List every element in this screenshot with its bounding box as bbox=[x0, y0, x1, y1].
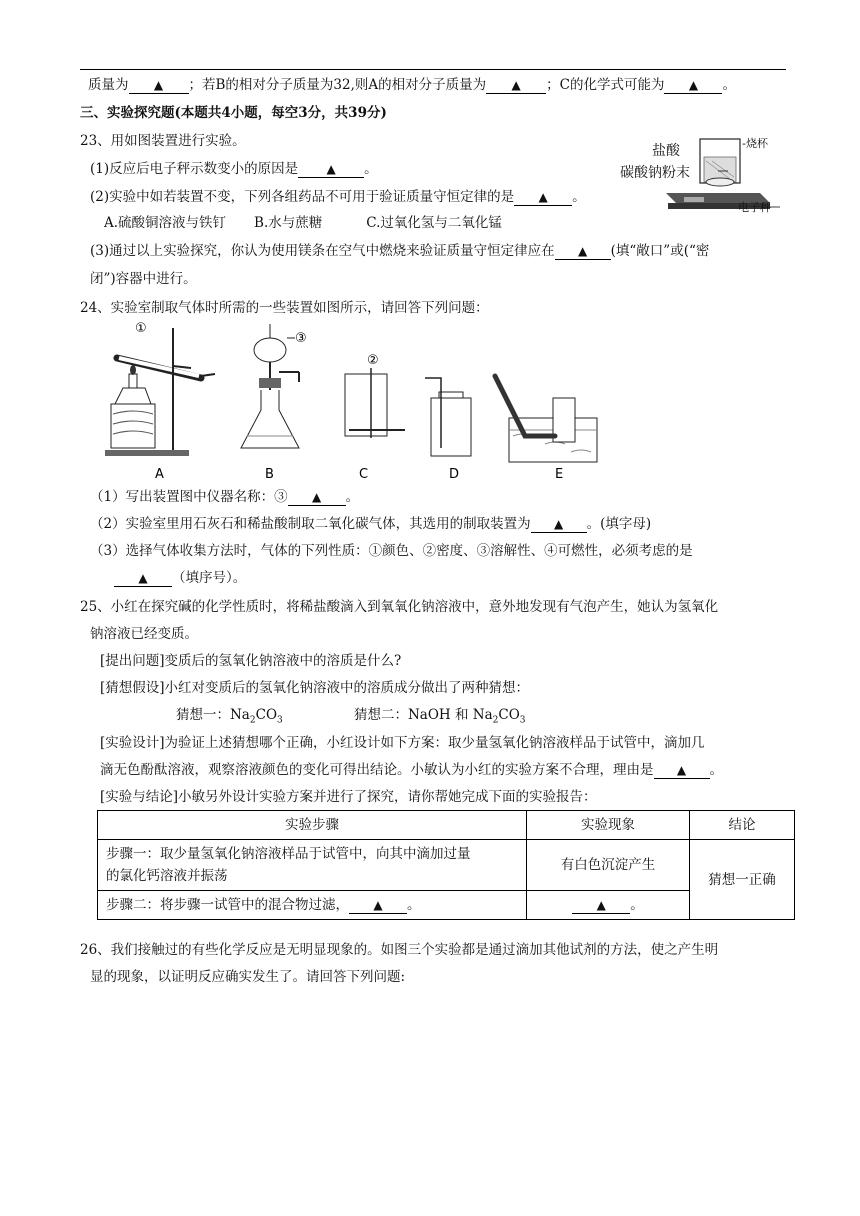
table-row bbox=[98, 840, 795, 891]
section-heading: 三、实验探究题(本题共4小题，每空3分，共39分) bbox=[80, 105, 387, 121]
q25-stem-2: 钠溶液已经变质。 bbox=[90, 626, 198, 642]
label-scale: 电子秤 bbox=[738, 201, 771, 214]
answer-blank[interactable]: ▲ bbox=[288, 489, 346, 506]
q25-conclusion-intro: [实验与结论]小敏另外设计实验方案并进行了探究，请你帮她完成下面的实验报告： bbox=[100, 789, 597, 805]
step-one-observation: 有白色沉淀产生 bbox=[527, 840, 690, 891]
q24-stem: 24、实验室制取气体时所需的一些装置如图所示，请回答下列问题： bbox=[80, 300, 489, 316]
label-a: A bbox=[155, 467, 164, 482]
q26-stem-2: 显的现象，以证明反应确实发生了。请回答下列问题: bbox=[90, 969, 406, 985]
q26-stem-1: 26、我们接触过的有些化学反应是无明显现象的。如图三个实验都是通过滴加其他试剂的方法，使之产生明 bbox=[80, 942, 719, 958]
apparatus-a bbox=[105, 321, 215, 482]
answer-blank[interactable]: ▲ bbox=[572, 897, 630, 914]
header-observation: 实验现象 bbox=[527, 811, 690, 840]
q24-apparatus-figure bbox=[105, 318, 605, 486]
label-c: C bbox=[359, 467, 369, 482]
conclusion-cell: 猜想一正确 bbox=[690, 840, 795, 920]
q25-guess-2: 猜想二：NaOH 和 $Na_2CO_3$ bbox=[354, 707, 526, 726]
svg-text:①: ① bbox=[135, 321, 147, 336]
step-one-cell: 步骤一：取少量氢氧化钠溶液样品于试管中，向其中滴加过量 的氯化钙溶液并振荡 bbox=[98, 840, 527, 891]
q24-part2: （2）实验室里用石灰石和稀盐酸制取二氧化碳气体，其选用的制取装置为 ▲ 。(填字母) bbox=[90, 516, 652, 532]
header-rule bbox=[80, 69, 786, 70]
svg-text:②: ② bbox=[367, 353, 379, 368]
q24-part3-cont: ▲ （填序号）。 bbox=[114, 568, 246, 588]
answer-blank[interactable]: ▲ bbox=[664, 77, 722, 94]
answer-blank[interactable]: ▲ bbox=[555, 243, 611, 260]
q24-part3: （3）选择气体收集方法时，气体的下列性质：①颜色、②密度、③溶解性、④可燃性，必须考虑的是 bbox=[90, 543, 693, 559]
q25-design-1: [实验设计]为验证上述猜想哪个正确，小红设计如下方案：取少量氢氧化钠溶液样品于试管中，滴加几 bbox=[100, 735, 705, 751]
step-two-cell: 步骤二：将步骤一试管中的混合物过滤， ▲ 。 bbox=[98, 891, 527, 920]
q23-stem: 23、用如图装置进行实验。 bbox=[80, 133, 246, 149]
q23-options bbox=[104, 213, 502, 233]
apparatus-b bbox=[241, 324, 307, 482]
label-powder: 碳酸钠粉末 bbox=[620, 165, 690, 181]
label-e: E bbox=[555, 467, 564, 482]
answer-blank[interactable]: ▲ bbox=[531, 516, 587, 533]
step-two-observation: ▲ 。 bbox=[527, 891, 690, 920]
option-b: B.水与蔗糖 bbox=[254, 215, 323, 231]
apparatus-c bbox=[345, 353, 405, 482]
answer-blank[interactable]: ▲ bbox=[298, 161, 364, 178]
q25-hypothesis: [猜想假设]小红对变质后的氢氧化钠溶液中的溶质成分做出了两种猜想： bbox=[100, 680, 530, 696]
answer-blank[interactable]: ▲ bbox=[114, 570, 172, 587]
q23-part3: (3)通过以上实验探究，你认为使用镁条在空气中燃烧来验证质量守恒定律应在 ▲ (填“敞口”或(“密 bbox=[90, 243, 710, 259]
svg-text:③: ③ bbox=[295, 331, 307, 346]
answer-blank[interactable]: ▲ bbox=[486, 77, 546, 94]
label-b: B bbox=[265, 467, 274, 482]
q25-design-2: 滴无色酚酞溶液，观察溶液颜色的变化可得出结论。小敏认为小红的实验方案不合理，理由是 ▲ 。 bbox=[100, 762, 723, 778]
option-a: A.硫酸铜溶液与铁钉 bbox=[104, 215, 227, 231]
option-c: C.过氧化氢与二氧化锰 bbox=[366, 215, 502, 231]
apparatus-e bbox=[495, 376, 597, 482]
q23-part3-cont: 闭”)容器中进行。 bbox=[90, 271, 197, 287]
answer-blank[interactable]: ▲ bbox=[654, 762, 710, 779]
label-beaker: -烧杯 bbox=[742, 137, 768, 150]
header-conclusion: 结论 bbox=[690, 811, 795, 840]
q25-guess-1: 猜想一：$Na_2CO_3$ bbox=[176, 707, 283, 726]
q25-question: [提出问题]变质后的氢氧化钠溶液中的溶质是什么? bbox=[100, 653, 402, 669]
header-steps: 实验步骤 bbox=[98, 811, 527, 840]
q23-part1: (1)反应后电子秤示数变小的原因是 ▲ 。 bbox=[90, 161, 378, 177]
table-header-row bbox=[98, 811, 795, 840]
q23-part2: (2)实验中如若装置不变，下列各组药品不可用于验证质量守恒定律的是 ▲ 。 bbox=[90, 189, 586, 205]
experiment-report-table bbox=[97, 810, 795, 920]
q22-tail-line: 质量为 ▲ ；若B的相对分子质量为32,则A的相对分子质量为 ▲ ；C的化学式可能为 ▲ 。 bbox=[88, 77, 736, 93]
q24-part1: （1）写出装置图中仪器名称：③ ▲ 。 bbox=[90, 489, 360, 505]
answer-blank[interactable]: ▲ bbox=[514, 189, 572, 206]
answer-blank[interactable]: ▲ bbox=[129, 77, 189, 94]
q25-stem-1: 25、小红在探究碱的化学性质时，将稀盐酸滴入到氧氧化钠溶液中，意外地发现有气泡产生，她认为氢氧化 bbox=[80, 599, 719, 615]
apparatus-d bbox=[425, 378, 471, 482]
answer-blank[interactable]: ▲ bbox=[349, 897, 407, 914]
label-d: D bbox=[449, 467, 460, 482]
q23-apparatus-figure bbox=[620, 135, 790, 217]
label-acid: 盐酸 bbox=[652, 143, 680, 159]
